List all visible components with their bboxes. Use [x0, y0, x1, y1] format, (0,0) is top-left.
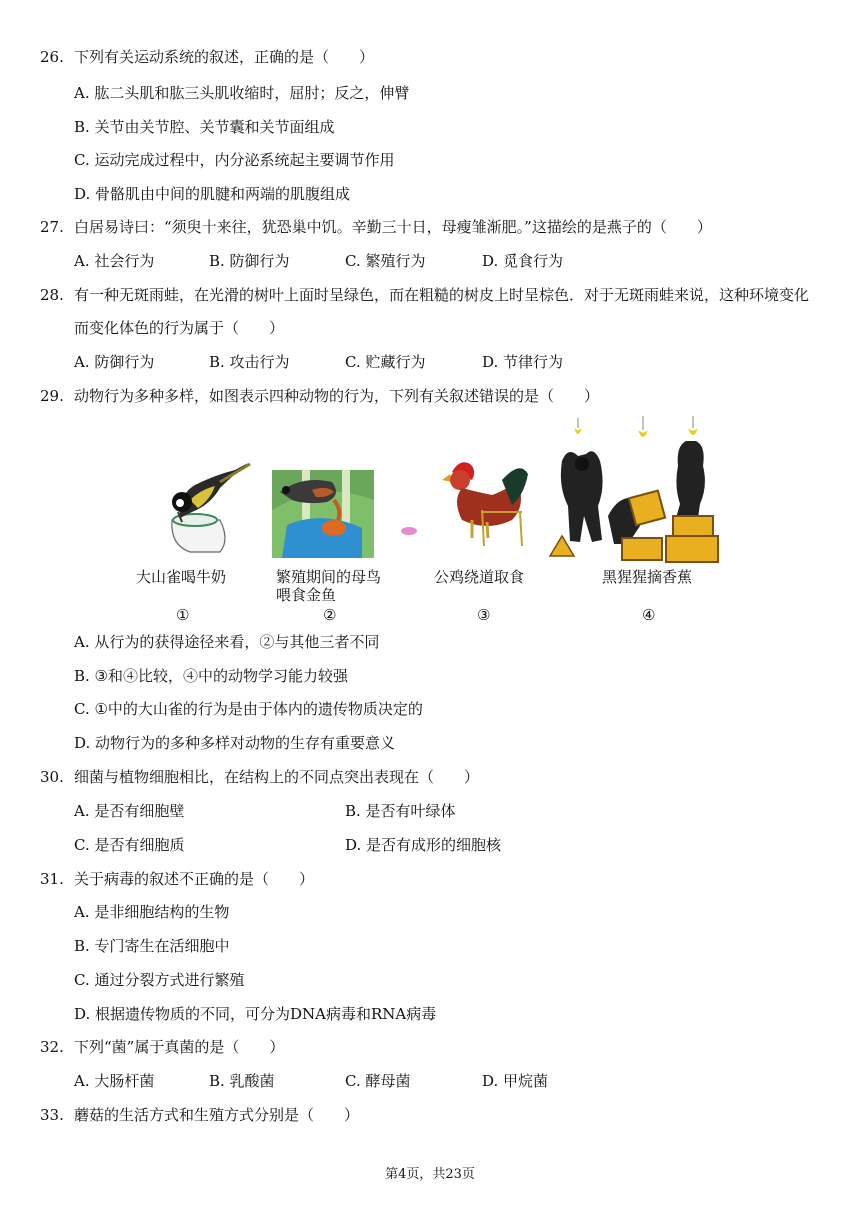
option-c: C. 酵母菌: [345, 1072, 411, 1090]
option-d: D. 骨骼肌由中间的肌腱和两端的肌腹组成: [74, 185, 351, 203]
option-b: B. 专门寄生在活细胞中: [74, 937, 230, 955]
figure-marker-3: ③: [477, 606, 491, 624]
option-b: B. ③和④比较，④中的动物学习能力较强: [74, 667, 349, 685]
question-29: [40, 387, 599, 405]
question-26: [40, 48, 374, 66]
figure-marker-1: ①: [176, 606, 190, 624]
option-a: A. 是非细胞结构的生物: [74, 903, 230, 921]
question-stem: 关于病毒的叙述不正确的是（ ）: [74, 870, 315, 888]
option-b: B. 防御行为: [209, 252, 290, 270]
option-a: A. 大肠杆菌: [74, 1072, 155, 1090]
option-c: C. 繁殖行为: [345, 252, 426, 270]
question-27: [40, 218, 712, 236]
bird-feeding-goldfish-illustration: [272, 470, 374, 558]
question-32: [40, 1038, 284, 1056]
question-number: 33.: [40, 1106, 64, 1124]
question-number: 27.: [40, 218, 64, 236]
question-stem: 动物行为多种多样，如图表示四种动物的行为，下列有关叙述错误的是（ ）: [74, 387, 600, 405]
figure-marker-2: ②: [323, 606, 337, 624]
question-number: 29.: [40, 387, 64, 405]
option-d: D. 是否有成形的细胞核: [345, 836, 502, 854]
option-a: A. 从行为的获得途径来看，②与其他三者不同: [74, 633, 380, 651]
figure-caption-2: 繁殖期间的母鸟: [276, 568, 382, 586]
chimpanzee-banana-illustration: [548, 416, 728, 564]
option-b: B. 攻击行为: [209, 353, 290, 371]
question-number: 26.: [40, 48, 64, 66]
question-number: 30.: [40, 768, 64, 786]
rooster-detour-illustration: [432, 450, 532, 550]
option-a: A. 肱二头肌和肱三头肌收缩时，屈肘；反之，伸臂: [74, 84, 410, 102]
question-stem: 有一种无斑雨蛙，在光滑的树叶上面时呈绿色，而在粗糙的树皮上时呈棕色．对于无斑雨蛙来说，这种环境变化: [74, 286, 810, 304]
page-footer: 第4页，共23页: [385, 1167, 475, 1182]
question-number: 31.: [40, 870, 64, 888]
question-stem: 下列有关运动系统的叙述，正确的是（ ）: [74, 48, 375, 66]
question-stem-continued: 而变化体色的行为属于（ ）: [74, 319, 285, 337]
figure-caption-1: 大山雀喝牛奶: [136, 568, 227, 586]
option-d: D. 根据遗传物质的不同，可分为DNA病毒和RNA病毒: [74, 1005, 437, 1023]
option-d: D. 觅食行为: [482, 252, 564, 270]
question-stem: 蘑菇的生活方式和生殖方式分别是（ ）: [74, 1106, 360, 1124]
option-b: B. 乳酸菌: [209, 1072, 275, 1090]
option-a: A. 是否有细胞壁: [74, 802, 185, 820]
question-30: [40, 768, 479, 786]
option-d: D. 节律行为: [482, 353, 564, 371]
question-31: [40, 870, 314, 888]
great-tit-milk-illustration: [160, 460, 255, 555]
question-33: [40, 1106, 359, 1124]
question-number: 28.: [40, 286, 64, 304]
figure-caption-2-line2: 喂食金鱼: [276, 586, 337, 604]
option-c: C. 是否有细胞质: [74, 836, 185, 854]
option-d: D. 甲烷菌: [482, 1072, 549, 1090]
option-d: D. 动物行为的多种多样对动物的生存有重要意义: [74, 734, 396, 752]
figure-marker-4: ④: [642, 606, 656, 624]
option-c: C. 贮藏行为: [345, 353, 426, 371]
figure-caption-3: 公鸡绕道取食: [434, 568, 525, 586]
option-a: A. 社会行为: [74, 252, 155, 270]
question-28: [40, 286, 809, 304]
figure-caption-4: 黑猩猩摘香蕉: [602, 568, 693, 586]
dish-icon: [400, 526, 418, 536]
question-number: 32.: [40, 1038, 64, 1056]
question-stem: 下列“菌”属于真菌的是（ ）: [74, 1038, 285, 1056]
option-c: C. 运动完成过程中，内分泌系统起主要调节作用: [74, 151, 395, 169]
question-stem: 细菌与植物细胞相比，在结构上的不同点突出表现在（ ）: [74, 768, 480, 786]
option-c: C. ①中的大山雀的行为是由于体内的遗传物质决定的: [74, 700, 423, 718]
option-b: B. 关节由关节腔、关节囊和关节面组成: [74, 118, 335, 136]
question-stem: 白居易诗曰：“须臾十来往，犹恐巢中饥。辛勤三十日，母瘦雏渐肥。”这描绘的是燕子的（ ）: [74, 218, 712, 236]
option-b: B. 是否有叶绿体: [345, 802, 456, 820]
option-a: A. 防御行为: [74, 353, 155, 371]
option-c: C. 通过分裂方式进行繁殖: [74, 971, 245, 989]
